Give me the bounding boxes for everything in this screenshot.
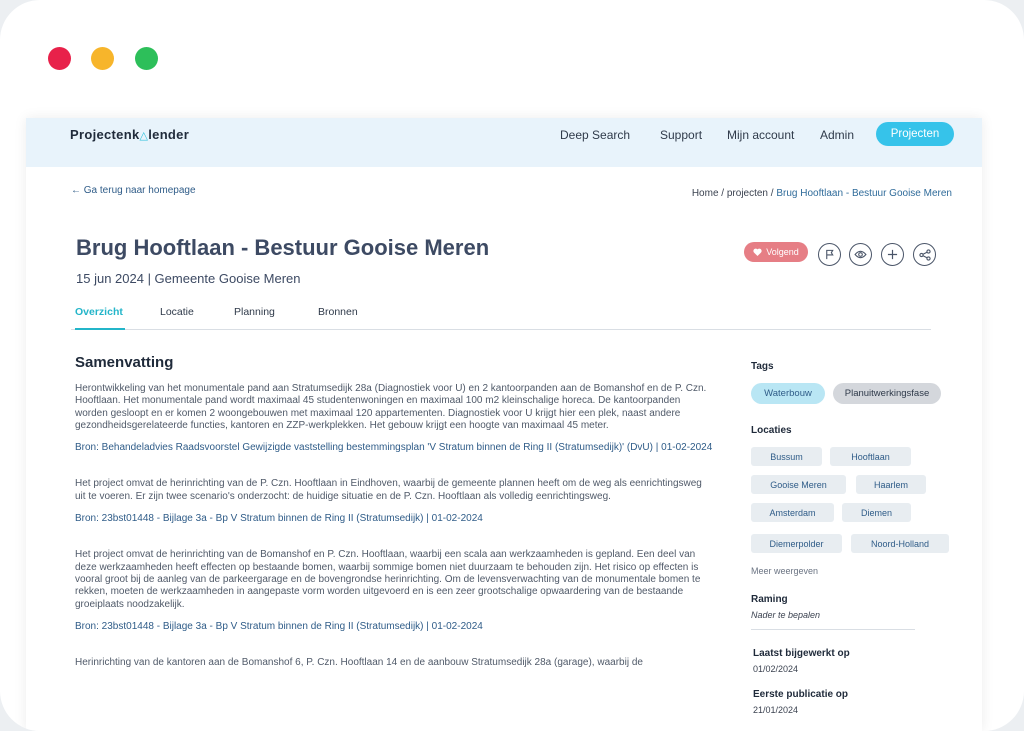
back-to-homepage-link[interactable]: ← Ga terug naar homepage — [71, 185, 196, 196]
flag-icon — [824, 249, 835, 260]
sidebar-divider — [751, 629, 915, 630]
breadcrumb — [692, 188, 952, 199]
follow-button[interactable] — [744, 242, 808, 262]
last-updated-value: 01/02/2024 — [753, 664, 799, 674]
tags-heading: Tags — [751, 361, 774, 372]
locaties-heading: Locaties — [751, 425, 792, 436]
nav-mijn-account[interactable]: Mijn account — [727, 128, 795, 142]
location-chip[interactable]: Bussum — [751, 447, 822, 466]
location-chip[interactable]: Diemerpolder — [751, 534, 842, 553]
tab-bar — [71, 306, 931, 330]
first-published-heading: Eerste publicatie op — [753, 689, 849, 700]
location-chip[interactable]: Haarlem — [856, 475, 926, 494]
show-more-link[interactable]: Meer weergeven — [751, 566, 819, 576]
breadcrumb-current: Brug Hooftlaan - Bestuur Gooise Meren — [776, 188, 952, 199]
last-updated-heading: Laatst bijgewerkt op — [753, 648, 850, 659]
tag-waterbouw[interactable]: Waterbouw — [751, 383, 825, 404]
nav-support[interactable]: Support — [660, 128, 703, 142]
logo-text-start: Projectenk — [70, 127, 140, 142]
flag-button[interactable] — [818, 243, 841, 266]
eye-icon — [854, 250, 867, 259]
add-button[interactable] — [881, 243, 904, 266]
summary-source[interactable]: Bron: 23bst01448 - Bijlage 3a - Bp V Stratum binnen de Ring II (Stratumsedijk) | 01-02-2024 — [75, 513, 483, 525]
breadcrumb-projecten[interactable]: projecten — [726, 188, 768, 199]
summary-paragraph: Het project omvat de herinrichting van de Bomanshof en P. Czn. Hooftlaan, waarbij een scala aan werkzaamheden is gepland. Een deel van deze werkzaamheden heeft effecten op bestaande bomen, waarbij sommige bomen niet duurzaam te behouden zijn. Het risico op effecten is vooral groot bij de aanleg van de parkeergarage en de bovengrondse herinrichting. Om de levensverwachting van de monumentale bomen te rekken, moeten de werkzaamheden in aangepaste vorm worden uitgevoerd en is een zeer grootschalige opwaardering van de bestaande groeiplaats noodzakelijk. — [75, 549, 701, 610]
summary-source[interactable]: Bron: Behandeladvies Raadsvoorstel Gewijzigde vaststelling bestemmingsplan 'V Stratum binnen de Ring II (Stratumsedijk)' (DvU) | 01-02-2024 — [75, 442, 713, 454]
summary-paragraph: Herontwikkeling van het monumentale pand aan Stratumsedijk 28a (Diagnostiek voor U) en 2 kantoorpanden aan de Bomanshof en de P. Czn. Hooftlaan. Het monumentale pand wordt maximaal 45 studentenwoningen en maximaal 100 m2 kleinschalige horeca. De kantoorpanden worden gesloopt en er komen 2 woongebouwen met maximaal 120 appartementen. Diagnostiek voor U krijgt hier een plek, naast andere gezondheidsgerelateerde functies, kantoren en ZZP-werkplekken. Het gebouw krijgt een hoogte van maximaal 45 meter. — [75, 383, 707, 431]
follow-label: Volgend — [766, 247, 799, 257]
location-chip[interactable]: Hooftlaan — [830, 447, 911, 466]
first-published-value: 21/01/2024 — [753, 705, 799, 715]
share-icon — [919, 249, 931, 261]
tab-locatie[interactable]: Locatie — [160, 306, 194, 318]
plus-icon — [887, 249, 898, 260]
summary-section — [75, 354, 715, 669]
summary-paragraph: Herinrichting van de kantoren aan de Bomanshof 6, P. Czn. Hooftlaan 14 en de aanbouw Stratumsedijk 28a (garage), waarbij de — [75, 657, 643, 669]
minimize-window-dot[interactable] — [91, 47, 114, 70]
tab-planning[interactable]: Planning — [234, 306, 275, 318]
browser-viewport — [26, 118, 982, 731]
location-chip[interactable]: Diemen — [842, 503, 911, 522]
tag-planuitwerkingsfase[interactable]: Planuitwerkingsfase — [833, 383, 941, 404]
location-chip[interactable]: Noord-Holland — [851, 534, 949, 553]
location-chip[interactable]: Amsterdam — [751, 503, 834, 522]
nav-admin[interactable]: Admin — [820, 128, 855, 142]
top-navbar — [26, 118, 982, 167]
maximize-window-dot[interactable] — [135, 47, 158, 70]
watch-button[interactable] — [849, 243, 872, 266]
logo[interactable] — [70, 127, 189, 142]
close-window-dot[interactable] — [48, 47, 71, 70]
tab-overzicht[interactable]: Overzicht — [75, 306, 125, 330]
page-subtitle: 15 jun 2024 | Gemeente Gooise Meren — [76, 271, 301, 286]
raming-value: Nader te bepalen — [751, 610, 821, 620]
breadcrumb-separator: / — [718, 188, 727, 199]
heart-icon — [753, 248, 762, 256]
tab-bronnen[interactable]: Bronnen — [318, 306, 358, 318]
summary-paragraph: Het project omvat de herinrichting van de P. Czn. Hooftlaan in Eindhoven, waarbij de gemeente plannen heeft om de weg als eenrichtingsweg uit te voeren. Er zijn twee scenario's onderzocht: de huidige situatie en de P. Czn. Hooftlaan als volledig eenrichtingsweg. — [75, 478, 702, 502]
share-button[interactable] — [913, 243, 936, 266]
summary-heading: Samenvatting — [75, 354, 174, 371]
page-title: Brug Hooftlaan - Bestuur Gooise Meren — [76, 235, 490, 260]
breadcrumb-home[interactable]: Home — [691, 188, 719, 199]
raming-heading: Raming — [751, 594, 788, 605]
summary-source[interactable]: Bron: 23bst01448 - Bijlage 3a - Bp V Stratum binnen de Ring II (Stratumsedijk) | 01-02-2024 — [75, 620, 483, 632]
location-chip[interactable]: Gooise Meren — [751, 475, 846, 494]
logo-text-end: lender — [148, 127, 190, 142]
nav-deep-search[interactable]: Deep Search — [560, 128, 631, 142]
projecten-button[interactable]: Projecten — [876, 122, 954, 146]
breadcrumb-separator: / — [768, 188, 777, 199]
logo-triangle-icon: △ — [139, 130, 149, 142]
